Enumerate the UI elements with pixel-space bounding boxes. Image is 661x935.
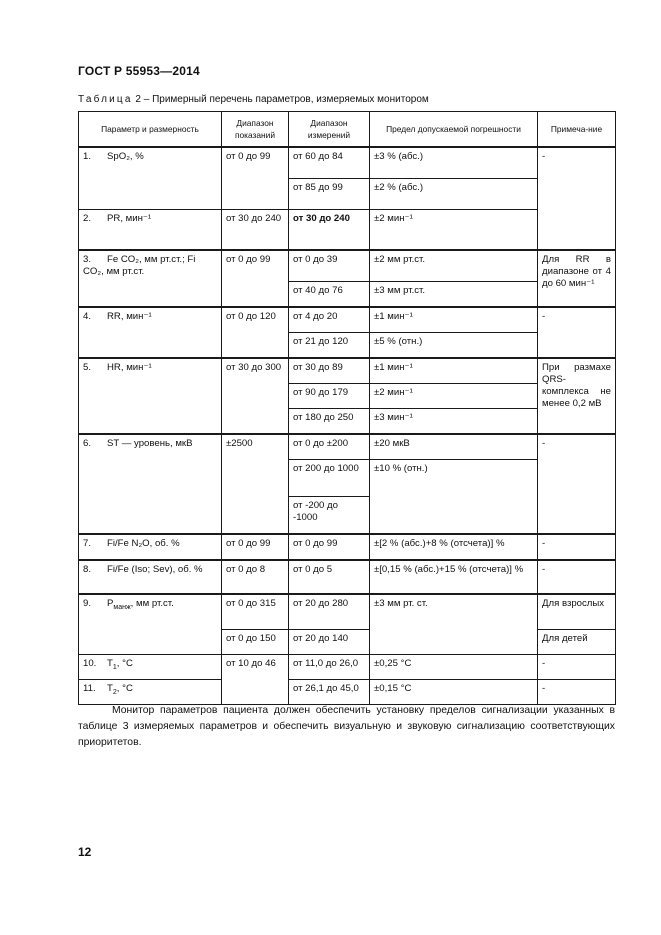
error-cell: ±2 % (абс.) — [370, 179, 538, 210]
measurement-range-cell: от 26,1 до 45,0 — [289, 680, 370, 705]
error-cell: ±1 мин⁻¹ — [370, 307, 538, 333]
measurement-range-cell: от -200 до -1000 — [289, 496, 370, 534]
param-cell: 2. PR, мин⁻¹ — [79, 210, 222, 250]
error-cell: ±5 % (отн.) — [370, 332, 538, 358]
note-cell: - — [538, 655, 616, 680]
table-row — [79, 307, 616, 333]
display-range-cell: от 0 до 99 — [222, 147, 289, 210]
param-cell: 1. SpO₂, % — [79, 147, 222, 210]
param-cell: 10. $T_1$, °C — [79, 655, 222, 680]
note-cell: При размахе QRS-комплекса не менее 0,2 мВ — [538, 358, 616, 434]
display-range-cell: от 0 до 99 — [222, 534, 289, 560]
error-cell: ±2 мин⁻¹ — [370, 210, 538, 250]
table-row — [79, 680, 616, 705]
display-range-cell: от 0 до 150 — [222, 630, 289, 655]
error-cell: ±[2 % (абс.)+8 % (отсчета)] % — [370, 534, 538, 560]
note-cell: - — [538, 680, 616, 705]
measurement-range-cell: от 21 до 120 — [289, 332, 370, 358]
display-range-cell: от 0 до 99 — [222, 250, 289, 307]
display-range-cell: от 10 до 46 — [222, 655, 289, 705]
caption-prefix: Таблица — [78, 94, 133, 105]
measurement-range-cell: от 11,0 до 26,0 — [289, 655, 370, 680]
measurement-range-cell: от 90 до 179 — [289, 383, 370, 408]
error-cell: ±20 мкВ — [370, 434, 538, 460]
parameters-table — [78, 111, 616, 705]
measurement-range-cell: от 0 до 5 — [289, 560, 370, 594]
table-row — [79, 434, 616, 460]
error-cell: ±3 мин⁻¹ — [370, 408, 538, 434]
measurement-range-cell: от 40 до 76 — [289, 281, 370, 307]
col-header-display-range: Диапазон показаний — [222, 112, 289, 148]
measurement-range-cell: от 30 до 89 — [289, 358, 370, 384]
measurement-range-cell: от 20 до 280 — [289, 594, 370, 630]
measurement-range-cell: от 4 до 20 — [289, 307, 370, 333]
table-row — [79, 147, 616, 179]
error-cell: ±2 мм рт.ст. — [370, 250, 538, 282]
measurement-range-cell: от 200 до 1000 — [289, 459, 370, 496]
measurement-range-cell: от 180 до 250 — [289, 408, 370, 434]
param-cell: 5. HR, мин⁻¹ — [79, 358, 222, 434]
error-cell: ±3 мм рт.ст. — [370, 281, 538, 307]
caption-text: – Примерный перечень параметров, измеряемых монитором — [140, 94, 429, 105]
measurement-range-cell: от 0 до 39 — [289, 250, 370, 282]
note-cell: Для детей — [538, 630, 616, 655]
measurement-range-cell: от 0 до 99 — [289, 534, 370, 560]
display-range-cell: от 0 до 315 — [222, 594, 289, 630]
note-cell: Для RR в диапазоне от 4 до 60 мин⁻¹ — [538, 250, 616, 307]
note-cell: - — [538, 560, 616, 594]
note-cell: - — [538, 534, 616, 560]
error-cell: ±[0,15 % (абс.)+15 % (отсчета)] % — [370, 560, 538, 594]
table-row — [79, 594, 616, 630]
param-cell: 4. RR, мин⁻¹ — [79, 307, 222, 358]
error-cell: ±3 мм рт. ст. — [370, 594, 538, 655]
page-number: 12 — [78, 845, 92, 859]
table-row — [79, 250, 616, 282]
measurement-range-cell: от 30 до 240 — [289, 210, 370, 250]
measurement-range-cell: от 60 до 84 — [289, 147, 370, 179]
display-range-cell: от 0 до 8 — [222, 560, 289, 594]
error-cell: ±10 % (отн.) — [370, 459, 538, 534]
document-standard-header: ГОСТ Р 55953—2014 — [78, 64, 200, 78]
caption-number: 2 — [132, 94, 141, 105]
measurement-range-cell: от 85 до 99 — [289, 179, 370, 210]
error-cell: ±3 % (абс.) — [370, 147, 538, 179]
display-range-cell: от 0 до 120 — [222, 307, 289, 358]
table-row — [79, 655, 616, 680]
error-cell: ±1 мин⁻¹ — [370, 358, 538, 384]
param-cell: 11. $T_2$, °C — [79, 680, 222, 705]
table-row — [79, 210, 616, 250]
display-range-cell: от 30 до 300 — [222, 358, 289, 434]
note-cell: - — [538, 434, 616, 534]
error-cell: ±0,15 °C — [370, 680, 538, 705]
table-header-row — [79, 112, 616, 148]
col-header-measurement-range: Диапазон измерений — [289, 112, 370, 148]
param-cell: 8. Fi/Fe (Iso; Sev), об. % — [79, 560, 222, 594]
col-header-note: Примеча-ние — [538, 112, 616, 148]
param-cell: 7. Fi/Fe N₂O, об. % — [79, 534, 222, 560]
error-cell: ±0,25 °C — [370, 655, 538, 680]
display-range-cell: ±2500 — [222, 434, 289, 534]
measurement-range-cell: от 20 до 140 — [289, 630, 370, 655]
table-row — [79, 534, 616, 560]
measurement-range-cell: от 0 до ±200 — [289, 434, 370, 460]
param-cell: 9. $P_{манж}$, мм рт.ст. — [79, 594, 222, 655]
col-header-parameter: Параметр и размерность — [79, 112, 222, 148]
body-paragraph: Монитор параметров пациента должен обеспечить установку пределов сигнализации указанных в таблице 3 измеряемых параметров и обеспечить визуальную и звуковую сигнализацию соответствующих приоритетов. — [78, 705, 615, 748]
col-header-error-limit: Предел допускаемой погрешности — [370, 112, 538, 148]
note-cell: - — [538, 307, 616, 358]
param-cell: 3. Fe CO₂, мм рт.ст.; Fi CO₂, мм рт.ст. — [79, 250, 222, 307]
note-cell: - — [538, 147, 616, 250]
error-cell: ±2 мин⁻¹ — [370, 383, 538, 408]
display-range-cell: от 30 до 240 — [222, 210, 289, 250]
param-cell: 6. ST — уровень, мкВ — [79, 434, 222, 534]
table-row — [79, 358, 616, 384]
note-cell: Для взрослых — [538, 594, 616, 630]
table-caption — [78, 94, 429, 105]
table-row — [79, 560, 616, 594]
